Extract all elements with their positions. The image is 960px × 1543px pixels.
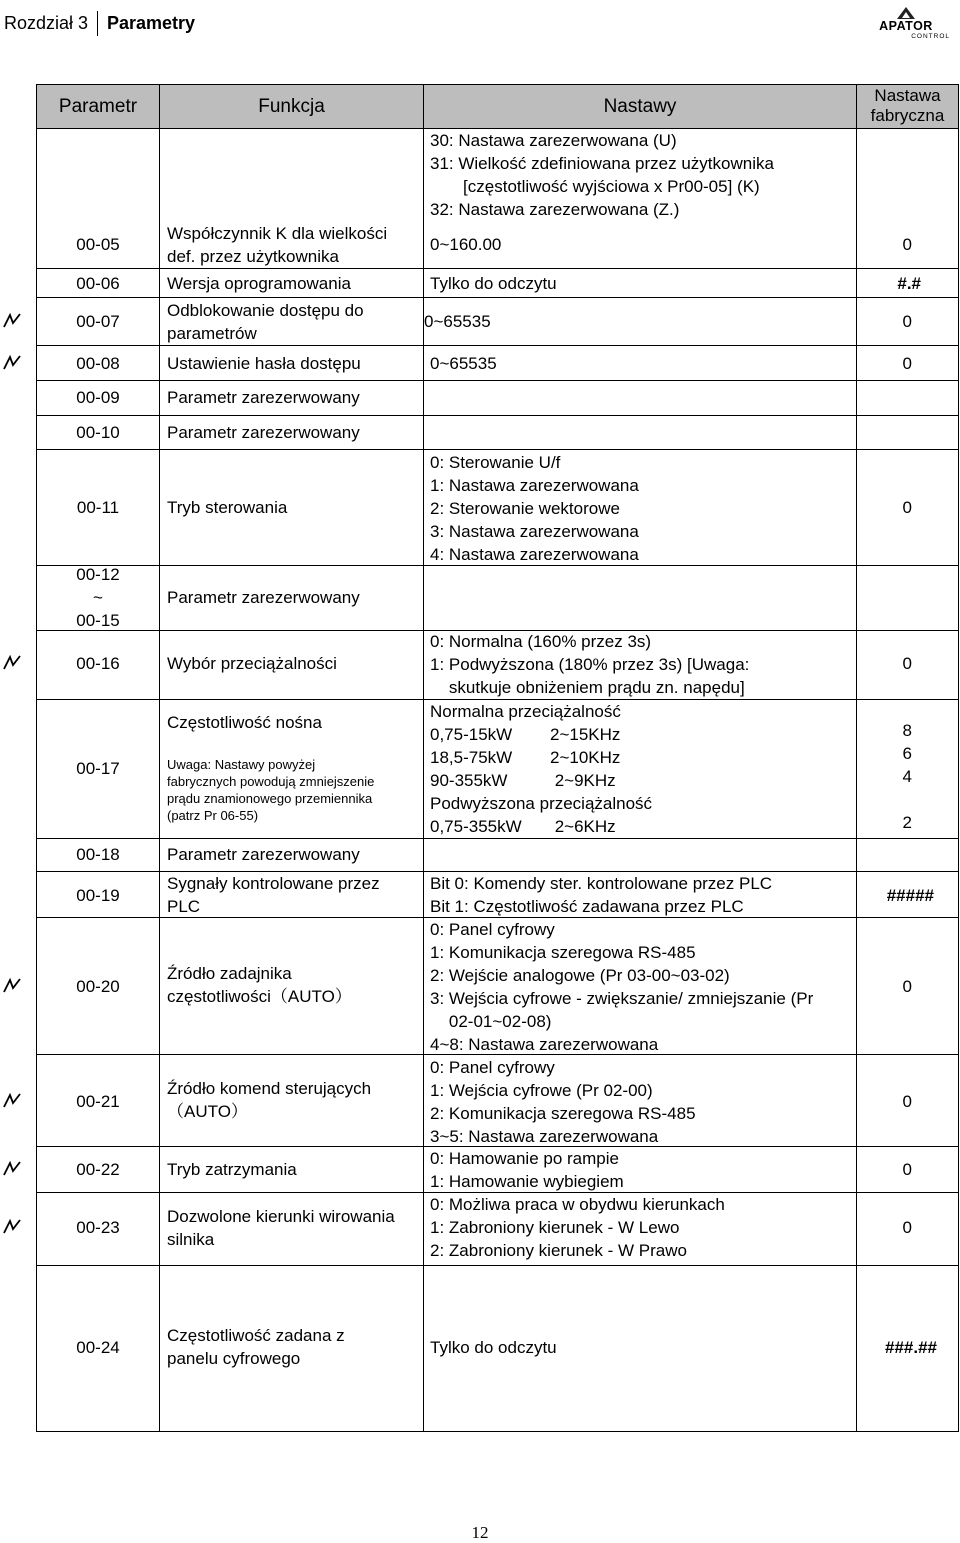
param-00-22: 00-22 <box>76 1160 120 1179</box>
param-00-12-15: 00-12 ~ 00-15 <box>76 565 120 630</box>
change-during-run-icon <box>2 653 22 673</box>
func-00-09: Parametr zarezerwowany <box>167 388 360 407</box>
factory-00-19: ##### <box>886 886 934 905</box>
row-divider <box>36 838 959 839</box>
row-divider <box>36 1265 959 1266</box>
settings-00-05: 0~160.00 <box>430 235 502 254</box>
column-divider <box>159 84 160 1432</box>
settings-00-11: 0: Sterowanie U/f 1: Nastawa zarezerwowana 2: Sterowanie wektorowe 3: Nastawa zarezerwowana 4: Nastawa zarezerwowana <box>430 453 639 564</box>
apator-logo <box>862 6 950 44</box>
settings-00-06: Tylko do odczytu <box>430 274 557 293</box>
factory-00-16: 0 <box>902 654 912 673</box>
factory-00-06: #.# <box>897 274 921 293</box>
section-title: Parametry <box>107 13 196 33</box>
factory-00-20: 0 <box>902 977 912 996</box>
param-00-08: 00-08 <box>76 354 120 373</box>
func-00-21: Źródło komend sterujących （AUTO） <box>167 1079 372 1121</box>
table-border-top <box>36 84 959 85</box>
factory-00-17: 8 6 4 2 <box>902 721 912 832</box>
func-00-16: Wybór przeciążalności <box>167 654 337 673</box>
func-00-22: Tryb zatrzymania <box>167 1160 297 1179</box>
func-00-07: Odblokowanie dostępu do parametrów <box>167 301 364 343</box>
param-00-24: 00-24 <box>76 1338 120 1357</box>
func-00-17: Częstotliwość nośna <box>167 713 322 732</box>
header-param: Parametr <box>58 96 138 117</box>
chapter-label: Rozdział 3 <box>4 13 89 33</box>
settings-00-05-options: 30: Nastawa zarezerwowana (U) 31: Wielkość zdefiniowana przez użytkownika [częstotliwość wyjściowa x Pr00-05] (K) 32: Nastawa zarezerwowana (Z.) <box>430 131 774 219</box>
header-factory: Nastawa fabryczna <box>870 86 945 125</box>
settings-00-20: 0: Panel cyfrowy 1: Komunikacja szeregowa RS-485 2: Wejście analogowe (Pr 03-00~03-02) 3: Wejścia cyfrowe - zwiększanie/ zmniejszanie (Pr 02-01~02-08) 4~8: Nastawa zarezerwowana <box>430 920 814 1054</box>
factory-00-05: 0 <box>902 235 912 254</box>
param-00-16: 00-16 <box>76 654 120 673</box>
func-00-19: Sygnały kontrolowane przez PLC <box>167 874 380 916</box>
param-00-06: 00-06 <box>76 274 120 293</box>
param-00-07: 00-07 <box>76 312 120 331</box>
change-during-run-icon <box>2 353 22 373</box>
factory-00-23: 0 <box>902 1218 912 1237</box>
row-divider <box>36 380 959 381</box>
settings-00-16: 0: Normalna (160% przez 3s) 1: Podwyższona (180% przez 3s) [Uwaga: skutkuje obniżeniem prądu zn. napędu] <box>430 632 750 697</box>
factory-00-08: 0 <box>902 354 912 373</box>
change-during-run-icon <box>2 1091 22 1111</box>
logo-name: APATOR <box>879 19 933 33</box>
func-00-23: Dozwolone kierunki wirowania silnika <box>167 1207 395 1249</box>
factory-00-21: 0 <box>902 1092 912 1111</box>
column-divider <box>423 84 424 1432</box>
apator-logo-mark-icon <box>896 6 916 20</box>
factory-00-11: 0 <box>902 498 912 517</box>
func-00-11: Tryb sterowania <box>167 498 288 517</box>
change-during-run-icon <box>2 1159 22 1179</box>
func-00-20: Źródło zadajnika częstotliwości（AUTO） <box>167 964 352 1006</box>
change-during-run-icon <box>2 976 22 996</box>
settings-00-08: 0~65535 <box>430 354 497 373</box>
factory-00-22: 0 <box>902 1160 912 1179</box>
change-during-run-icon <box>2 311 22 331</box>
param-00-23: 00-23 <box>76 1218 120 1237</box>
func-00-08: Ustawienie hasła dostępu <box>167 354 361 373</box>
param-00-19: 00-19 <box>76 886 120 905</box>
header-separator <box>97 11 98 36</box>
settings-00-17: Normalna przeciążalność 0,75-15kW 2~15KHz 18,5-75kW 2~10KHz 90-355kW 2~9KHz Podwyższona przeciążalność 0,75-355kW 2~6KHz <box>430 702 653 836</box>
func-00-18: Parametr zarezerwowany <box>167 845 360 864</box>
func-00-24: Częstotliwość zadana z panelu cyfrowego <box>167 1326 345 1368</box>
table-border-right <box>958 84 959 1432</box>
param-00-17: 00-17 <box>76 759 120 778</box>
param-00-09: 00-09 <box>76 388 120 407</box>
param-00-18: 00-18 <box>76 845 120 864</box>
note-00-17: Uwaga: Nastawy powyżej fabrycznych powodują zmniejszenie prądu znamionowego przemiennika (patrz Pr 06-55) <box>167 757 375 823</box>
func-00-12-15: Parametr zarezerwowany <box>167 588 360 607</box>
row-divider <box>36 297 959 298</box>
param-00-10: 00-10 <box>76 423 120 442</box>
settings-00-24: Tylko do odczytu <box>430 1338 557 1357</box>
table-border-bottom <box>36 1431 959 1432</box>
row-divider <box>36 268 959 269</box>
header-settings: Nastawy <box>603 96 677 117</box>
func-00-06: Wersja oprogramowania <box>167 274 351 293</box>
settings-00-21: 0: Panel cyfrowy 1: Wejścia cyfrowe (Pr 02-00) 2: Komunikacja szeregowa RS-485 3~5: Nastawa zarezerwowana <box>430 1058 696 1146</box>
page-header <box>0 0 960 50</box>
param-00-20: 00-20 <box>76 977 120 996</box>
param-00-05: 00-05 <box>76 235 120 254</box>
param-00-11: 00-11 <box>76 498 120 517</box>
factory-00-07: 0 <box>902 312 912 331</box>
settings-00-23: 0: Możliwa praca w obydwu kierunkach 1: Zabroniony kierunek - W Lewo 2: Zabroniony kierunek - W Prawo <box>430 1195 725 1260</box>
logo-sub: CONTROL <box>911 33 950 40</box>
header-function: Funkcja <box>258 96 325 117</box>
row-divider <box>36 345 959 346</box>
settings-00-07: 0~65535 <box>424 312 491 331</box>
func-00-05: Współczynnik K dla wielkości def. przez użytkownika <box>167 224 388 266</box>
factory-00-24: ###.## <box>885 1338 937 1357</box>
settings-00-22: 0: Hamowanie po rampie 1: Hamowanie wybiegiem <box>430 1149 624 1191</box>
page-number: 12 <box>471 1523 489 1542</box>
param-00-21: 00-21 <box>76 1092 120 1111</box>
row-divider <box>36 415 959 416</box>
change-during-run-icon <box>2 1217 22 1237</box>
settings-00-19: Bit 0: Komendy ster. kontrolowane przez PLC Bit 1: Częstotliwość zadawana przez PLC <box>430 874 773 916</box>
func-00-10: Parametr zarezerwowany <box>167 423 360 442</box>
row-divider <box>36 449 959 450</box>
